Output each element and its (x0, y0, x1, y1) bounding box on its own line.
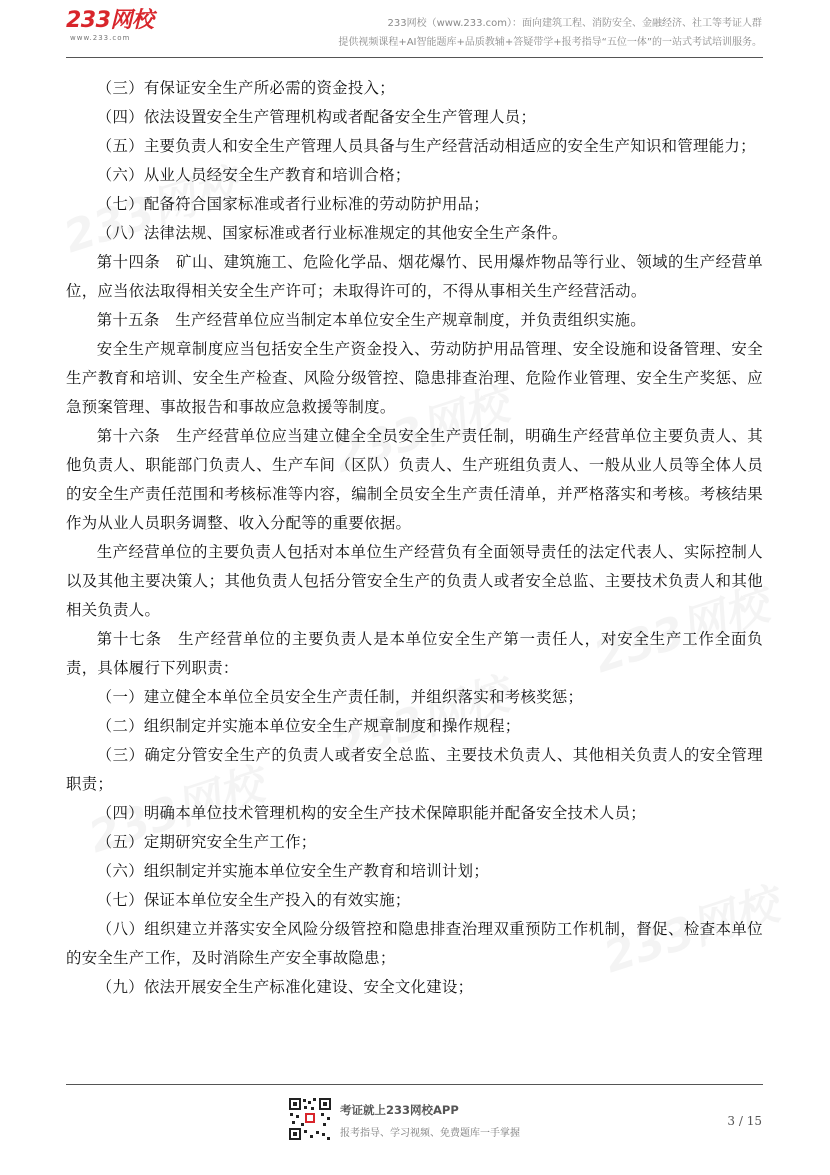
paragraph: （六）从业人员经安全生产教育和培训合格； (96, 166, 411, 184)
paragraph: （七）配备符合国家标准或者行业标准的劳动防护用品； (96, 195, 490, 213)
paragraph: （八）组织建立并落实安全风险分级管控和隐患排查治理双重预防工作机制，督促、检查本单位的安全生产工作，及时消除生产安全事故隐患； (66, 920, 763, 967)
header-tagline-1: 233网校（www.233.com）：面向建筑工程、消防安全、金融经济、社工等考证人群 (387, 18, 762, 29)
document-body (66, 74, 763, 1002)
article-14: 第十四条 矿山、建筑施工、危险化学品、烟花爆竹、民用爆炸物品等行业、领域的生产经营单位，应当依法取得相关安全生产许可；未取得许可的，不得从事相关生产经营活动。 (66, 253, 763, 300)
app-promo-title: 考证就上233网校APP (340, 1103, 459, 1117)
qr-code-icon[interactable] (288, 1097, 332, 1141)
header-divider (66, 57, 763, 58)
paragraph: （八）法律法规、国家标准或者行业标准规定的其他安全生产条件。 (96, 224, 568, 242)
paragraph: （五）定期研究安全生产工作； (96, 833, 317, 851)
paragraph: （二）组织制定并实施本单位安全生产规章制度和操作规程； (96, 717, 521, 735)
app-promo-subtitle: 报考指导、学习视频、免费题库一手掌握 (340, 1128, 520, 1139)
paragraph: （四）依法设置安全生产管理机构或者配备安全生产管理人员； (96, 108, 537, 126)
logo-text: 233网校 (66, 8, 154, 33)
article-17: 第十七条 生产经营单位的主要负责人是本单位安全生产第一责任人，对安全生产工作全面负责，具体履行下列职责： (66, 630, 763, 677)
paragraph: （一）建立健全本单位全员安全生产责任制，并组织落实和考核奖惩； (96, 688, 584, 706)
page-header (0, 0, 830, 60)
paragraph: 生产经营单位的主要负责人包括对本单位生产经营负有全面领导责任的法定代表人、实际控制人以及其他主要决策人；其他负责人包括分管安全生产的负责人或者安全总监、主要技术负责人和其他相关负责人。 (66, 543, 763, 619)
page-number: 3 / 15 (727, 1114, 762, 1128)
page-footer (0, 1093, 830, 1153)
paragraph: 安全生产规章制度应当包括安全生产资金投入、劳动防护用品管理、安全设施和设备管理、安全生产教育和培训、安全生产检查、风险分级管控、隐患排查治理、危险作业管理、安全生产奖惩、应急预案管理、事故报告和事故应急救援等制度。 (66, 340, 763, 416)
header-tagline-2: 提供视频课程+AI智能题库+品质教辅+答疑带学+报考指导“五位一体”的一站式考试培训服务。 (338, 37, 762, 48)
paragraph: （九）依法开展安全生产标准化建设、安全文化建设； (96, 978, 474, 996)
logo-url: www.233.com (70, 34, 131, 42)
paragraph: （三）确定分管安全生产的负责人或者安全总监、主要技术负责人、其他相关负责人的安全管理职责； (66, 746, 763, 793)
paragraph: （七）保证本单位安全生产投入的有效实施； (96, 891, 411, 909)
paragraph: （六）组织制定并实施本单位安全生产教育和培训计划； (96, 862, 490, 880)
brand-logo (66, 8, 166, 44)
paragraph: （五）主要负责人和安全生产管理人员具备与生产经营活动相适应的安全生产知识和管理能力； (96, 137, 756, 155)
footer-divider (66, 1084, 763, 1085)
paragraph: （三）有保证安全生产所必需的资金投入； (96, 79, 395, 97)
article-16: 第十六条 生产经营单位应当建立健全全员安全生产责任制，明确生产经营单位主要负责人、其他负责人、职能部门负责人、生产车间（区队）负责人、生产班组负责人、一般从业人员等全体人员的安全生产责任范围和考核标准等内容，编制全员安全生产责任清单，并严格落实和考核。考核结果作为从业人员职务调整、收入分配等的重要依据。 (66, 427, 763, 532)
article-15: 第十五条 生产经营单位应当制定本单位安全生产规章制度，并负责组织实施。 (96, 311, 646, 329)
paragraph: （四）明确本单位技术管理机构的安全生产技术保障职能并配备安全技术人员； (96, 804, 646, 822)
